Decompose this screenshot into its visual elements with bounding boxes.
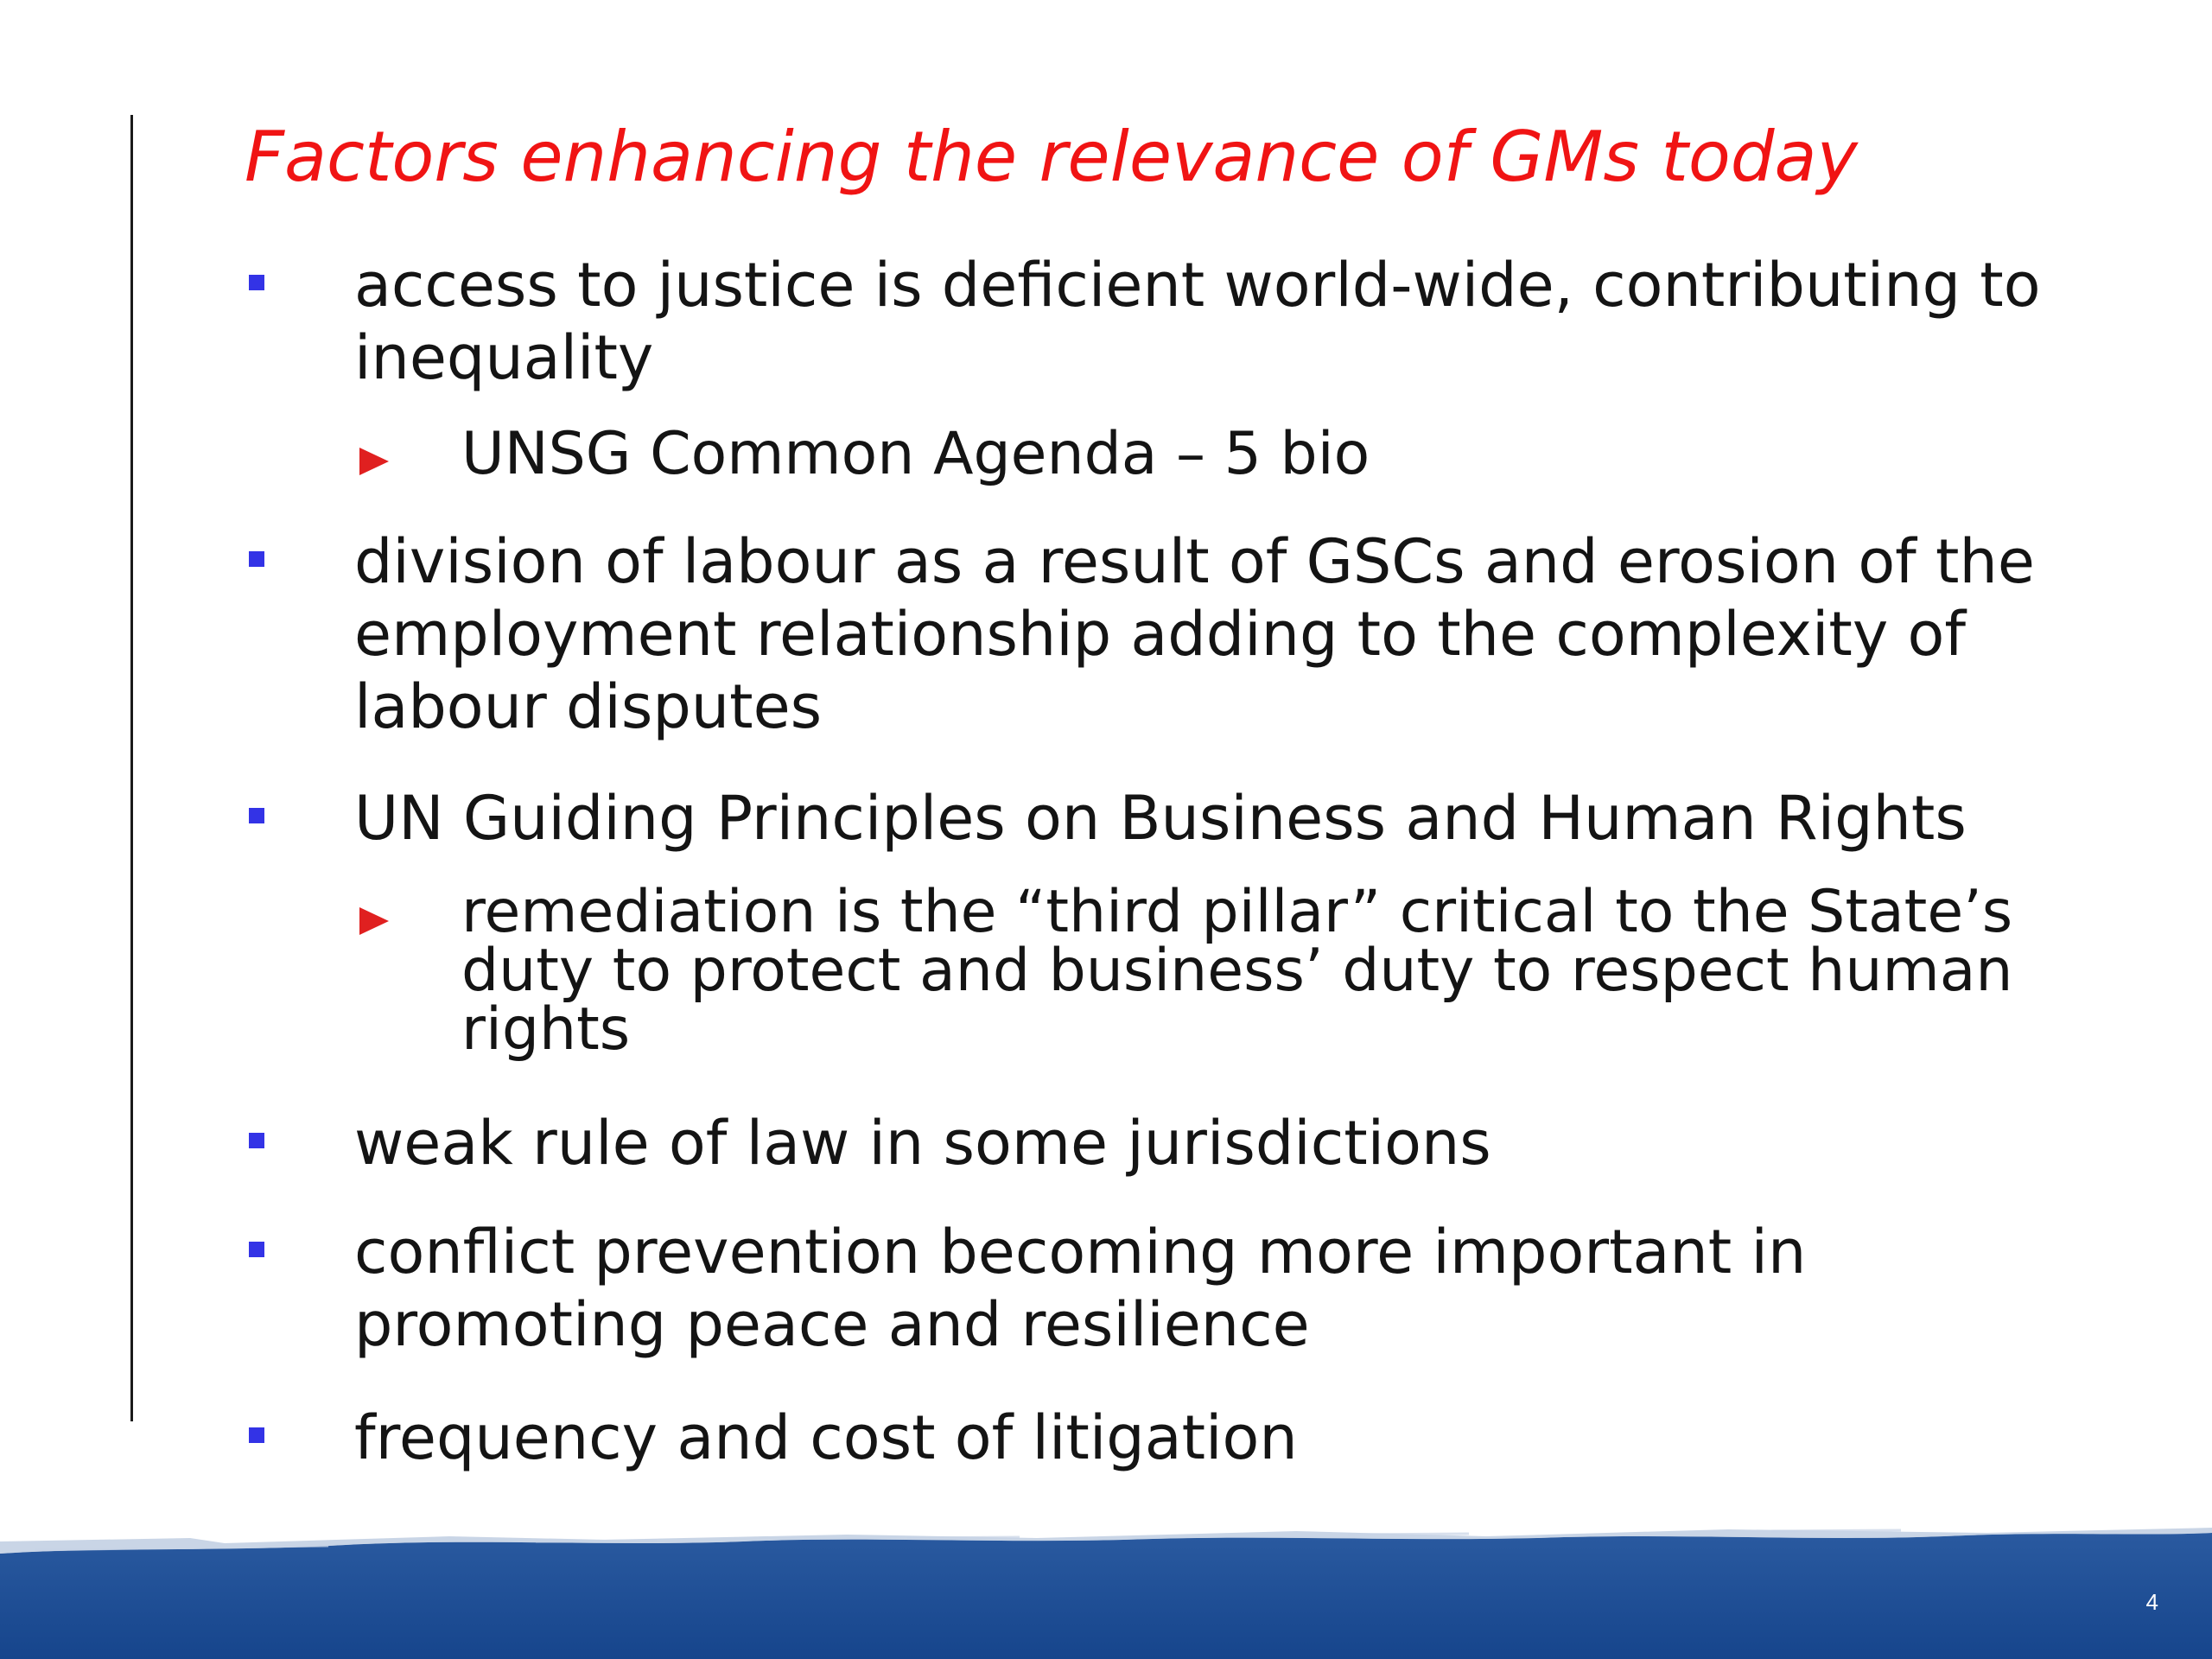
brushstroke-graphic	[0, 1521, 2212, 1659]
triangle-bullet-icon	[359, 448, 389, 475]
page-number: 4	[2145, 1589, 2158, 1615]
bullet-text: access to justice is deficient world-wide, contributing to inequality	[354, 250, 2041, 393]
square-bullet-icon	[249, 275, 264, 290]
square-bullet-icon	[249, 808, 264, 823]
bullet-text: frequency and cost of litigation	[354, 1402, 1298, 1473]
triangle-bullet-icon	[359, 907, 389, 935]
bullet-text: UN Guiding Principles on Business and Human Rights	[354, 783, 1967, 854]
square-bullet-icon	[249, 1427, 264, 1443]
sub-bullet-text: remediation is the “third pillar” critical to the State’s duty to protect and business’ duty to respect human rights	[461, 878, 2013, 1064]
sub-bullet-text: UNSG Common Agenda – 5 bio	[461, 420, 1370, 488]
footer-band	[0, 1521, 2212, 1659]
slide-title: Factors enhancing the relevance of GMs today	[245, 117, 1858, 197]
square-bullet-icon	[249, 1133, 264, 1148]
bullet-text: conflict prevention becoming more important in promoting peace and resilience	[354, 1217, 1807, 1360]
square-bullet-icon	[249, 551, 264, 567]
bullet-text: division of labour as a result of GSCs and erosion of the employment relationship adding to the complexity of labour disputes	[354, 526, 2035, 742]
square-bullet-icon	[249, 1242, 264, 1257]
bullet-text: weak rule of law in some jurisdictions	[354, 1108, 1491, 1179]
